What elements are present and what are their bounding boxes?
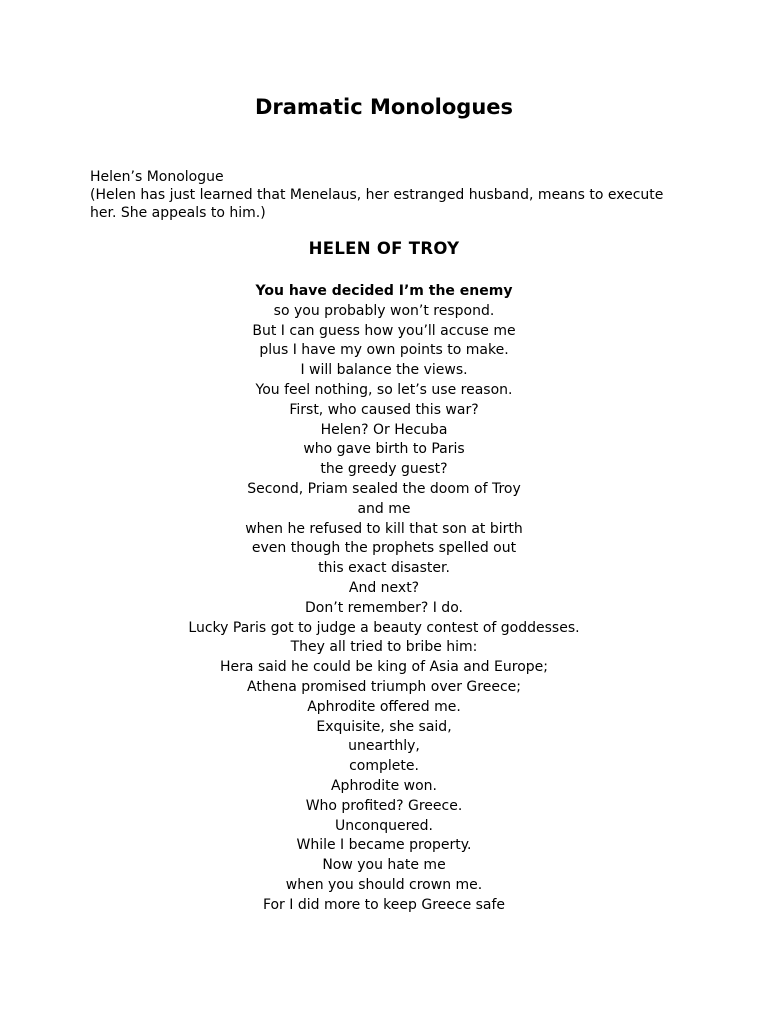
poem-line: Who profited? Greece. bbox=[305, 797, 463, 814]
poem-line: And next? bbox=[348, 579, 420, 596]
poem-line: this exact disaster. bbox=[318, 560, 450, 577]
poem-line: Aphrodite offered me. bbox=[307, 698, 461, 715]
poem-line: First, who caused this war? bbox=[289, 401, 479, 418]
intro-note: (Helen has just learned that Menelaus, her estranged husband, means to execute her. She appeals to him.) bbox=[90, 187, 664, 221]
poem-line: But I can guess how you’ll accuse me bbox=[252, 322, 516, 339]
poem-line: Second, Priam sealed the doom of Troy bbox=[247, 480, 521, 497]
poem-line: You feel nothing, so let’s use reason. bbox=[255, 381, 513, 398]
poem-line: Lucky Paris got to judge a beauty contest of goddesses. bbox=[188, 619, 580, 636]
poem-title: HELEN OF TROY bbox=[308, 239, 460, 258]
poem-line: Don’t remember? I do. bbox=[305, 599, 463, 616]
poem-lines bbox=[0, 282, 768, 916]
poem-line: Aphrodite won. bbox=[330, 777, 438, 794]
intro-block bbox=[90, 168, 690, 222]
poem-line: complete. bbox=[349, 758, 419, 775]
poem-line: unearthly, bbox=[348, 738, 420, 755]
poem-line: While I became property. bbox=[296, 837, 472, 854]
poem-line: and me bbox=[357, 500, 411, 517]
poem-line: They all tried to bribe him: bbox=[290, 639, 478, 656]
poem-line: when he refused to kill that son at birth bbox=[245, 520, 523, 537]
poem-line: Now you hate me bbox=[322, 857, 446, 874]
poem-line: who gave birth to Paris bbox=[303, 441, 465, 458]
poem-line: Hera said he could be king of Asia and Europe; bbox=[220, 659, 548, 676]
poem-line: so you probably won’t respond. bbox=[273, 302, 495, 319]
poem-line: You have decided I’m the enemy bbox=[255, 283, 513, 299]
poem-line: the greedy guest? bbox=[320, 461, 448, 478]
document-title: Dramatic Monologues bbox=[254, 95, 514, 119]
poem-line: Athena promised triumph over Greece; bbox=[247, 678, 521, 695]
poem-line: For I did more to keep Greece safe bbox=[262, 896, 506, 913]
poem-line: I will balance the views. bbox=[300, 362, 468, 379]
poem-line: even though the prophets spelled out bbox=[251, 540, 517, 557]
section-heading: Helen’s Monologue bbox=[90, 169, 224, 185]
poem-line: plus I have my own points to make. bbox=[259, 342, 509, 359]
poem-line: Helen? Or Hecuba bbox=[320, 421, 448, 438]
poem-line: Exquisite, she said, bbox=[316, 718, 452, 735]
poem-line: when you should crown me. bbox=[285, 876, 483, 893]
poem-line: Unconquered. bbox=[334, 817, 434, 834]
